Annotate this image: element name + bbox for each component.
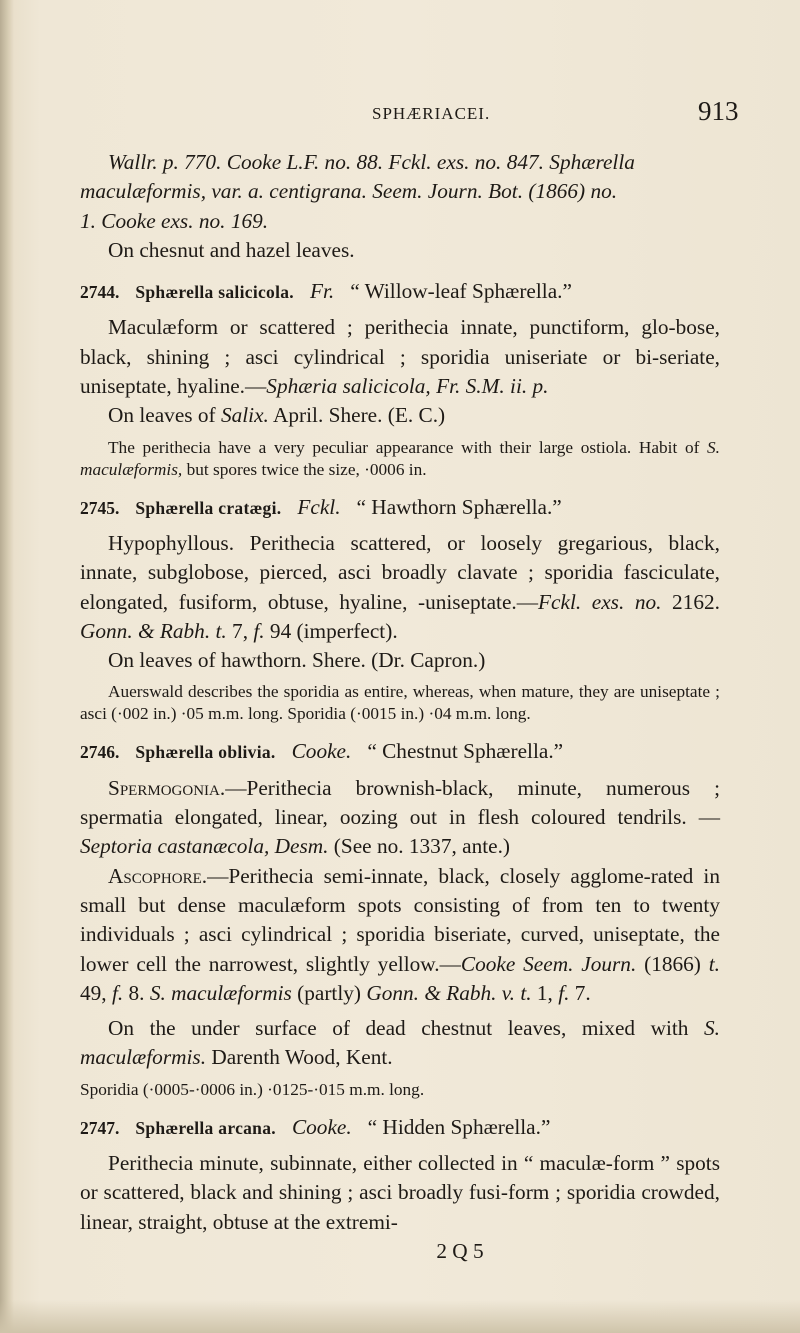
- entry-2744-note: [80, 437, 720, 481]
- entry-number: 2746.: [80, 742, 120, 763]
- entry-2746-note: Sporidia (·0005-·0006 in.) ·0125-·015 m.m. long.: [80, 1079, 425, 1099]
- intro-references: [80, 148, 720, 236]
- description-text: Maculæform or scattered ; perithecia innate, punctiform, glo-bose, black, shining ; asci cylindrical ; sporidia uniseriate or bi-seriate, uniseptate, hyaline.—: [80, 315, 720, 399]
- entry-2744-habitat: [80, 401, 720, 430]
- page-binding-edge: [0, 0, 14, 1333]
- ascophore-text: —Perithecia semi-innate, black, closely agglome-rated in small but dense maculæform spots consisting of from ten to twenty individuals ; asci cylindrical ; sporidia biseriate, curved, uniseptate, the lower cell the narrowest, slightly yellow.—: [80, 863, 720, 976]
- authority: Fr.: [309, 279, 335, 304]
- entry-2745-heading: [80, 493, 720, 523]
- ref-plain: 1,: [531, 980, 559, 1005]
- running-head: [0, 96, 800, 130]
- entry-2746-habitat: [80, 1014, 720, 1073]
- running-head-title: SPHÆRIACEI.: [372, 104, 491, 123]
- habitat-prefix: On leaves of: [108, 403, 221, 428]
- common-name: “ Hidden Sphærella.”: [367, 1114, 551, 1139]
- intro-habitat: On chesnut and hazel leaves.: [108, 237, 355, 262]
- common-name: “ Willow-leaf Sphærella.”: [350, 279, 572, 304]
- entry-2745-habitat: On leaves of hawthorn. Shere. (Dr. Capron.): [108, 648, 486, 673]
- ref-plain: 49,: [80, 980, 112, 1005]
- ref-italic: Cooke Seem. Journ.: [460, 951, 637, 976]
- species-name: Sphærella cratægi.: [135, 497, 282, 518]
- habitat-italic: S. maculæformis.: [80, 1016, 720, 1070]
- ref-plain: 2162.: [661, 589, 720, 614]
- signature-mark: 2 Q 5: [436, 1238, 484, 1263]
- habitat-text: On the under surface of dead chestnut leaves, mixed with: [108, 1016, 705, 1041]
- spermogonia-synonym: Septoria castanæcola, Desm.: [80, 834, 329, 859]
- spermogonia-text: —Perithecia brownish-black, minute, numerous ; spermatia elongated, linear, oozing out in flesh coloured tendrils. —: [80, 775, 720, 830]
- page-number: 913: [698, 96, 739, 126]
- habitat-text-end: Darenth Wood, Kent.: [206, 1045, 393, 1070]
- ref-italic: Fckl. exs. no.: [538, 589, 662, 614]
- spermogonia-see: (See no. 1337, ante.): [328, 834, 511, 859]
- common-name: “ Chestnut Sphærella.”: [367, 739, 564, 764]
- ref-italic: f.: [253, 618, 265, 643]
- intro-refs-line2: maculæformis, var. a. centigrana. Seem. Journ. Bot. (1866) no.: [80, 179, 618, 204]
- ref-plain: (partly): [291, 980, 367, 1005]
- entry-number: 2744.: [80, 282, 120, 303]
- common-name: “ Hawthorn Sphærella.”: [356, 494, 562, 519]
- spermogonia-label: Spermogonia.: [108, 775, 226, 800]
- entry-2747-description: Perithecia minute, subinnate, either collected in “ maculæ-form ” spots or scattered, black and shining ; asci broadly fusi-form ; sporidia crowded, linear, straight, obtuse at the extremi-: [80, 1151, 720, 1234]
- ref-italic: Gonn. & Rabh. v. t.: [366, 980, 532, 1005]
- ref-italic: S. maculæformis: [149, 980, 292, 1005]
- ref-plain: 8.: [123, 980, 150, 1005]
- entry-2746-spermogonia: [80, 774, 720, 862]
- page-content: [80, 148, 720, 1266]
- ref-italic: t.: [708, 951, 720, 976]
- ref-plain: 94 (imperfect).: [264, 618, 398, 643]
- entry-2744-heading: [80, 277, 720, 307]
- note-text-end: but spores twice the size, ·0006 in.: [182, 459, 427, 479]
- ref-italic: f.: [558, 980, 570, 1005]
- species-name: Sphærella arcana.: [135, 1117, 276, 1138]
- entry-2744-description: [80, 313, 720, 401]
- authority: Fckl.: [297, 494, 341, 519]
- ref-plain: 7,: [226, 618, 254, 643]
- note-text: The perithecia have a very peculiar appearance with their large ostiola. Habit of: [108, 437, 708, 457]
- synonym-reference: Sphæria salicicola, Fr. S.M. ii. p.: [266, 374, 549, 399]
- ref-italic: Gonn. & Rabh. t.: [80, 618, 227, 643]
- intro-refs-line3: 1. Cooke exs. no. 169.: [80, 208, 269, 233]
- ref-italic: f.: [111, 980, 124, 1005]
- species-name: Sphærella salicicola.: [135, 282, 294, 303]
- entry-2745-note: Auerswald describes the sporidia as entire, whereas, when mature, they are uniseptate ; asci (·002 in.) ·05 m.m. long. Sporidia (·0015 in.) ·04 m.m. long.: [80, 682, 720, 724]
- intro-refs-line1: Wallr. p. 770. Cooke L.F. no. 88. Fckl. exs. no. 847. Sphærella: [108, 150, 635, 174]
- entry-2747-heading: [80, 1113, 720, 1143]
- entry-2745-description: [80, 529, 720, 646]
- ref-plain: (1866): [636, 951, 709, 976]
- description-text: Hypophyllous. Perithecia scattered, or loosely gregarious, black, innate, subglobose, pierced, asci broadly clavate ; sporidia fasciculate, elongated, fusiform, obtuse, hyaline, -uniseptate.—: [80, 530, 720, 614]
- note-italic: S. maculæformis,: [80, 437, 720, 479]
- entry-number: 2747.: [80, 1117, 120, 1138]
- ascophore-label: Ascophore.: [108, 863, 208, 888]
- habitat-rest: April. Shere. (E. C.): [268, 403, 446, 428]
- entry-2746-heading: [80, 737, 720, 767]
- host-name: Salix.: [220, 403, 269, 428]
- species-name: Sphærella oblivia.: [135, 742, 276, 763]
- ref-plain: 7.: [569, 980, 591, 1005]
- authority: Cooke.: [291, 739, 352, 764]
- page-bottom-edge: [0, 1300, 800, 1333]
- entry-2746-ascophore: [80, 862, 720, 1008]
- entry-number: 2745.: [80, 497, 120, 518]
- authority: Cooke.: [291, 1114, 352, 1139]
